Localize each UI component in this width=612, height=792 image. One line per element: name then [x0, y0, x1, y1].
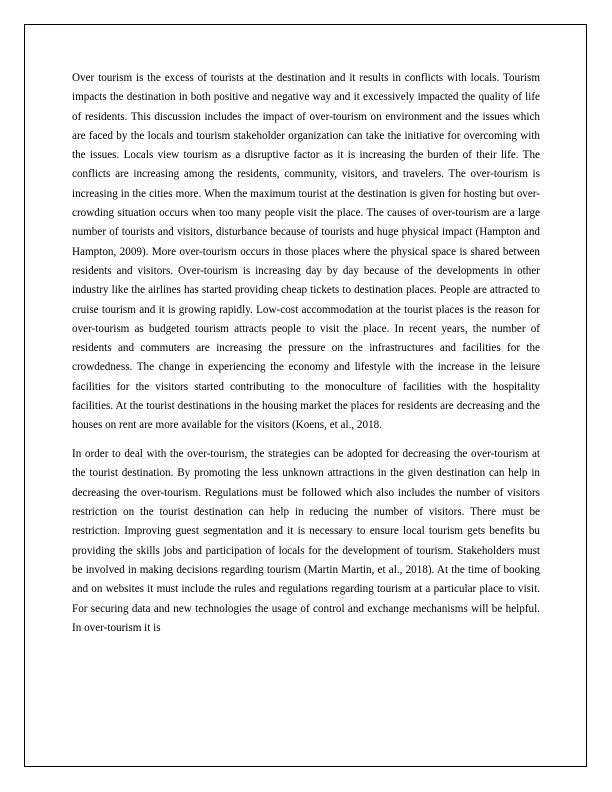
paragraph-over-tourism-causes: Over tourism is the excess of tourists at the destination and it results in conflicts with locals. Tourism impacts the destination in both positive and negative way and it excessively impacted the quality of life of residents. This discussion includes the impact of over-tourism on environment and the issues which are faced by the locals and tourism stakeholder organization can take the initiative for overcoming with the issues. Locals view tourism as a disruptive factor as it is increasing the burden of their life. The conflicts are increasing among the residents, community, visitors, and travelers. The over-tourism is increasing in the cities more. When the maximum tourist at the destination is given for hosting but over-crowding situation occurs when too many people visit the place. The causes of over-tourism are a large number of tourists and visitors, disturbance because of tourists and huge physical impact (Hampton and Hampton, 2009). More over-tourism occurs in those places where the physical space is shared between residents and visitors. Over-tourism is increasing day by day because of the developments in other industry like the airlines has started providing cheap tickets to destination places. People are attracted to cruise tourism and it is growing rapidly. Low-cost accommodation at the tourist places is the reason for over-tourism as budgeted tourism attracts people to visit the place. In recent years, the number of residents and commuters are increasing the pressure on the infrastructures and facilities for the crowdedness. The change in experiencing the economy and lifestyle with the increase in the leisure facilities for the visitors started contributing to the monoculture of facilities with the hospitality facilities. At the tourist destinations in the housing market the places for residents are decreasing and the houses on rent are more available for the visitors (Koens, et al., 2018.: [72, 72, 540, 432]
paragraph-over-tourism-strategies: In order to deal with the over-tourism, the strategies can be adopted for decreasing the over-tourism at the tourist destination. By promoting the less unknown attractions in the given destination can help in decreasing the over-tourism. Regulations must be followed which also includes the number of visitors restriction on the tourist destination can help in reducing the number of visitors. There must be restriction. Improving guest segmentation and it is necessary to ensure local tourism gets benefits bu providing the skills jobs and participation of locals for the development of tourism. Stakeholders must be involved in making decisions regarding tourism (Martin Martin, et al., 2018). At the time of booking and on websites it must include the rules and regulations regarding tourism at a particular place to visit. For securing data and new technologies the usage of control and exchange mechanisms will be helpful. In over-tourism it is: [72, 448, 540, 634]
document-body: [72, 69, 540, 638]
